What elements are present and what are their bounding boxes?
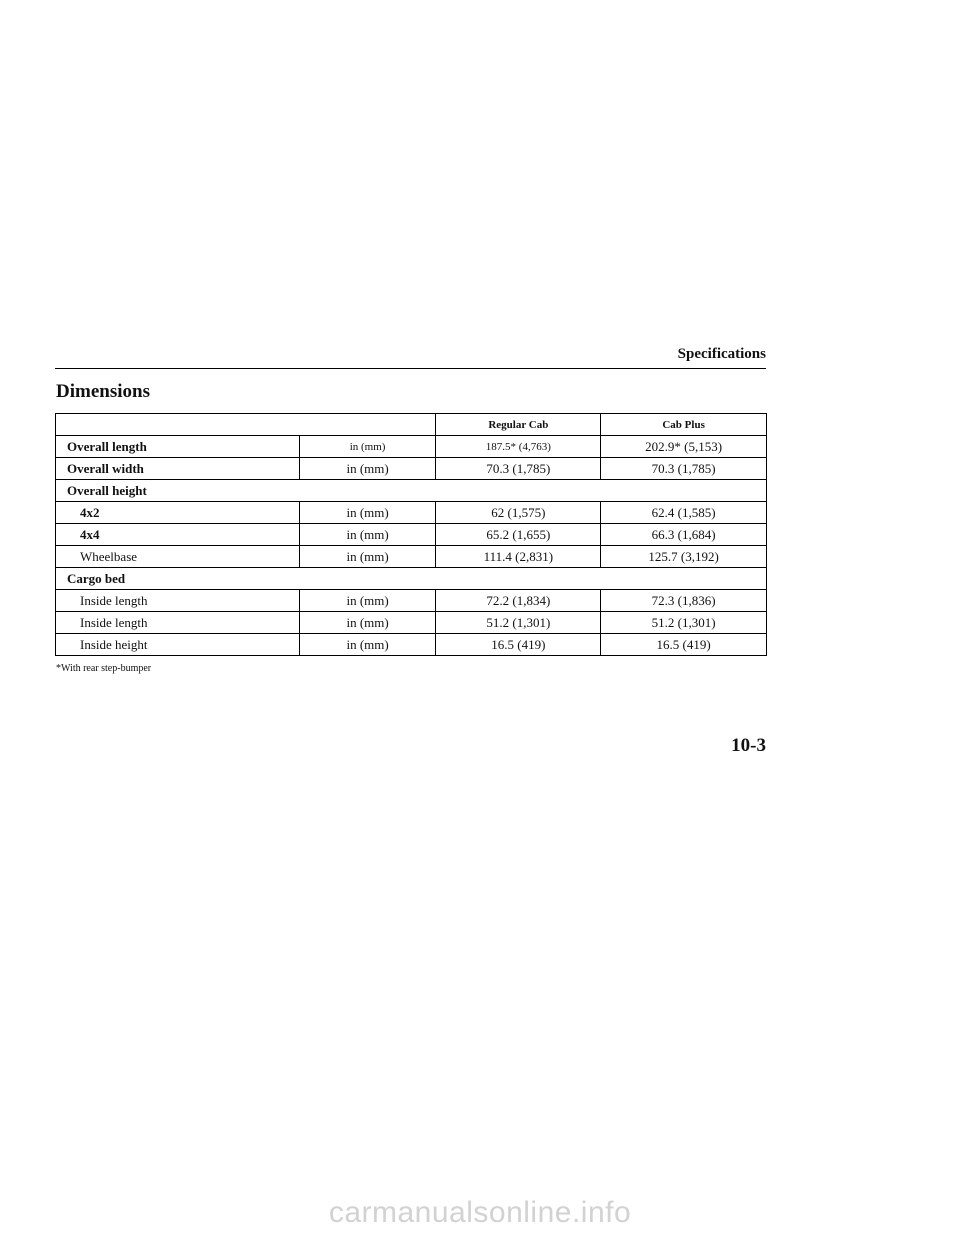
row-unit: in (mm) xyxy=(299,634,436,656)
row-value-plus: 16.5 (419) xyxy=(601,634,767,656)
row-unit: in (mm) xyxy=(299,458,436,480)
row-unit: in (mm) xyxy=(299,590,436,612)
table-group-row xyxy=(56,568,767,590)
row-value-regular: 72.2 (1,834) xyxy=(436,590,601,612)
row-label: Inside length xyxy=(56,612,300,634)
row-label: 4x4 xyxy=(56,524,300,546)
row-value-regular: 62 (1,575) xyxy=(436,502,601,524)
table-row xyxy=(56,612,767,634)
table-row xyxy=(56,502,767,524)
row-unit: in (mm) xyxy=(299,436,436,458)
footnote: *With rear step-bumper xyxy=(56,663,152,674)
row-label: Inside height xyxy=(56,634,300,656)
header-cell-regular-cab: Regular Cab xyxy=(436,414,601,436)
table-row xyxy=(56,590,767,612)
row-value-plus: 72.3 (1,836) xyxy=(601,590,767,612)
group-label: Cargo bed xyxy=(56,568,767,590)
row-value-plus: 202.9* (5,153) xyxy=(601,436,767,458)
section-header: Specifications xyxy=(677,346,766,362)
row-label: 4x2 xyxy=(56,502,300,524)
row-value-regular: 65.2 (1,655) xyxy=(436,524,601,546)
row-unit: in (mm) xyxy=(299,612,436,634)
page-title: Dimensions xyxy=(56,381,150,402)
table-row xyxy=(56,524,767,546)
table-row xyxy=(56,436,767,458)
table-row xyxy=(56,634,767,656)
row-value-regular: 16.5 (419) xyxy=(436,634,601,656)
header-rule xyxy=(55,368,766,369)
row-unit: in (mm) xyxy=(299,524,436,546)
table-header-row xyxy=(56,414,767,436)
header-cell-blank xyxy=(56,414,436,436)
row-label: Wheelbase xyxy=(56,546,300,568)
row-unit: in (mm) xyxy=(299,546,436,568)
row-value-regular: 111.4 (2,831) xyxy=(436,546,601,568)
row-value-plus: 70.3 (1,785) xyxy=(601,458,767,480)
page-number: 10-3 xyxy=(731,735,766,756)
row-label: Overall width xyxy=(56,458,300,480)
row-value-regular: 51.2 (1,301) xyxy=(436,612,601,634)
dimensions-table xyxy=(55,413,767,656)
row-value-regular: 187.5* (4,763) xyxy=(436,436,601,458)
table-group-row xyxy=(56,480,767,502)
table-row xyxy=(56,458,767,480)
header-cell-cab-plus: Cab Plus xyxy=(601,414,767,436)
row-value-plus: 66.3 (1,684) xyxy=(601,524,767,546)
group-label: Overall height xyxy=(56,480,767,502)
row-value-regular: 70.3 (1,785) xyxy=(436,458,601,480)
row-value-plus: 62.4 (1,585) xyxy=(601,502,767,524)
table-row xyxy=(56,546,767,568)
row-label: Overall length xyxy=(56,436,300,458)
row-unit: in (mm) xyxy=(299,502,436,524)
row-label: Inside length xyxy=(56,590,300,612)
watermark-text: carmanualsonline.info xyxy=(328,1196,632,1229)
row-value-plus: 125.7 (3,192) xyxy=(601,546,767,568)
row-value-plus: 51.2 (1,301) xyxy=(601,612,767,634)
